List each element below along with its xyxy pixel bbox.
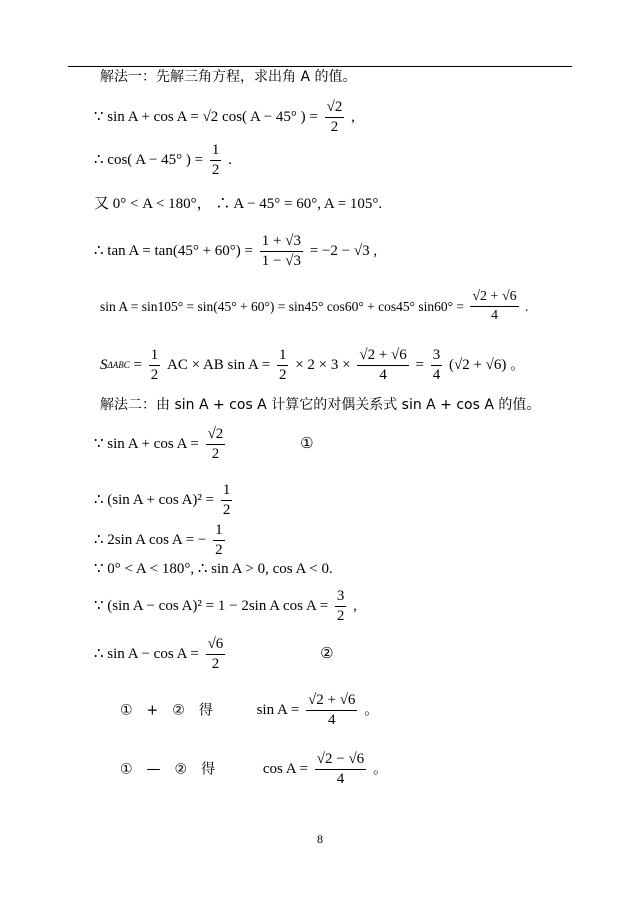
eq12-den: 2 — [211, 656, 220, 672]
eq8-fraction — [221, 483, 233, 518]
eq6-frac2-num: 1 — [277, 348, 289, 366]
eq6-frac3 — [357, 348, 408, 383]
equation-line-10: ∵ 0° < A < 180°, ∴ sin A > 0, cos A < 0. — [94, 561, 333, 577]
eq5-den: 4 — [491, 308, 498, 323]
equation-line-6-area — [100, 348, 525, 383]
eq6-frac3-den: 4 — [379, 367, 387, 383]
heading-method-1: 解法一：先解三角方程，求出角 A 的值。 — [100, 69, 357, 85]
eq1-num: √2 — [325, 100, 345, 118]
eq2-num: 1 — [210, 143, 222, 161]
eq4-lhs: ∴ tan A = tan(45° + 60°) = — [94, 243, 253, 259]
eq5-fraction — [470, 290, 518, 323]
equation-line-11 — [94, 589, 357, 624]
eq6-eq2: = — [415, 357, 424, 373]
eq14-fraction — [315, 752, 366, 787]
equation-line-13 — [120, 693, 379, 728]
eq2-tail: . — [228, 152, 232, 168]
eq6-tail: (√2 + √6) 。 — [449, 357, 526, 373]
header-rule — [68, 66, 572, 67]
equation-line-7 — [94, 427, 314, 462]
eq1-tail: , — [351, 109, 355, 125]
eq4-den: 1 − √3 — [261, 253, 301, 269]
eq6-mid2: × 2 × 3 × — [295, 357, 351, 373]
eq9-fraction — [213, 523, 225, 558]
eq8-num: 1 — [221, 483, 233, 501]
eq12-num: √6 — [206, 637, 226, 655]
eq8-den: 2 — [222, 502, 231, 518]
area-symbol: S — [100, 357, 108, 373]
eq14-num: √2 − √6 — [315, 752, 366, 770]
circled-two-mark: ② — [320, 646, 334, 662]
eq8-lhs: ∴ (sin A + cos A)² = — [94, 492, 215, 508]
eq13-num: √2 + √6 — [306, 693, 357, 711]
equation-line-12 — [94, 637, 334, 672]
eq11-den: 2 — [336, 608, 345, 624]
eq1-lhs: ∵ sin A + cos A = √2 cos( A − 45° ) = — [94, 109, 318, 125]
equation-line-2 — [94, 143, 232, 178]
eq6-frac2 — [277, 348, 289, 383]
eq2-den: 2 — [211, 162, 220, 178]
eq11-lhs: ∵ (sin A − cos A)² = 1 − 2sin A cos A = — [94, 598, 329, 614]
equation-line-14 — [120, 752, 388, 787]
eq11-num: 3 — [335, 589, 347, 607]
equation-line-4 — [94, 234, 377, 269]
eq13-lhs: sin A = — [256, 702, 300, 718]
eq4-fraction — [260, 234, 303, 269]
eq9-num: 1 — [213, 523, 225, 541]
equation-line-1 — [94, 100, 355, 135]
equation-line-8 — [94, 483, 235, 518]
circled-one-mark: ① — [300, 436, 314, 452]
eq6-frac1-den: 2 — [150, 367, 159, 383]
eq6-frac4-num: 3 — [431, 348, 443, 366]
page-number: 8 — [317, 832, 323, 846]
eq7-lhs: ∵ sin A + cos A = — [94, 436, 199, 452]
eq9-lhs: ∴ 2sin A cos A = − — [94, 532, 207, 548]
eq6-frac4-den: 4 — [432, 367, 441, 383]
eq2-fraction — [210, 143, 222, 178]
equation-line-3: 又 0° < A < 180°， ∴ A − 45° = 60°, A = 105°. — [94, 196, 383, 212]
eq13-den: 4 — [327, 712, 336, 728]
eq14-den: 4 — [336, 771, 345, 787]
eq6-frac3-num: √2 + √6 — [357, 348, 408, 366]
eq12-lhs: ∴ sin A − cos A = — [94, 646, 199, 662]
eq7-fraction — [206, 427, 226, 462]
eq7-num: √2 — [206, 427, 226, 445]
heading-method-2: 解法二：由 sin A + cos A 计算它的对偶关系式 sin A + cos A 的值。 — [100, 397, 541, 413]
equation-line-9 — [94, 523, 228, 558]
eq6-frac4 — [431, 348, 443, 383]
area-subscript: ΔABC — [107, 360, 130, 370]
eq13-operation: ① + ② 得 — [120, 702, 213, 719]
eq14-lhs: cos A = — [262, 761, 308, 777]
eq6-mid: AC × AB sin A = — [167, 357, 271, 373]
eq11-tail: , — [353, 598, 357, 614]
eq13-tail: 。 — [364, 702, 380, 718]
eq13-fraction — [306, 693, 357, 728]
eq2-lhs: ∴ cos( A − 45° ) = — [94, 152, 204, 168]
eq4-num: 1 + √3 — [260, 234, 303, 252]
eq6-frac1 — [149, 348, 161, 383]
eq5-tail: . — [525, 298, 529, 314]
eq4-tail: = −2 − √3 , — [309, 243, 378, 259]
eq14-operation: ① — ② 得 — [120, 761, 216, 778]
eq9-den: 2 — [215, 542, 223, 558]
eq5-num: √2 + √6 — [470, 290, 518, 307]
eq12-fraction — [206, 637, 226, 672]
eq11-fraction — [335, 589, 347, 624]
eq1-den: 2 — [330, 119, 339, 135]
eq1-fraction — [325, 100, 345, 135]
eq6-eq: = — [133, 357, 142, 373]
eq6-frac2-den: 2 — [278, 367, 287, 383]
eq7-den: 2 — [211, 446, 220, 462]
eq6-frac1-num: 1 — [149, 348, 161, 366]
equation-line-5 — [100, 290, 528, 323]
eq14-tail: 。 — [372, 761, 388, 777]
eq5-lhs: sin A = sin105° = sin(45° + 60°) = sin45° cos60° + cos45° sin60° = — [100, 298, 464, 314]
